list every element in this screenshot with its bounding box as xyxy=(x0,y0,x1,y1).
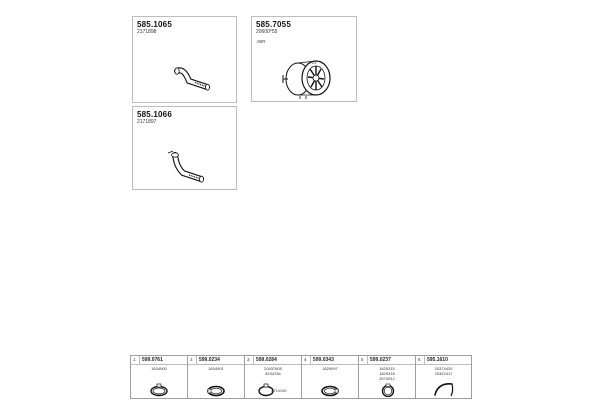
accessory-number: 3 xyxy=(247,357,250,362)
accessory-number: 2 xyxy=(190,357,193,362)
oe-reference: 20600*55 xyxy=(256,29,278,35)
accessory-code: 599.0761 xyxy=(142,357,163,364)
part-card-3[interactable] xyxy=(132,106,237,190)
accessory-cell[interactable] xyxy=(302,356,359,398)
accessory-refs: 1834901 xyxy=(208,366,224,371)
accessory-refs: 20437805 8194784 xyxy=(264,366,282,376)
accessory-code: 599.0234 xyxy=(199,357,220,364)
accessory-cell[interactable] xyxy=(359,356,416,398)
bent-pipe-icon xyxy=(163,147,213,187)
accessory-number: 5 xyxy=(361,357,364,362)
divider xyxy=(139,356,140,364)
clamp-icon xyxy=(257,383,275,397)
part-card-2[interactable] xyxy=(251,16,357,102)
accessory-cell[interactable] xyxy=(416,356,471,398)
accessory-refs: 20374420 20392417 xyxy=(434,366,453,376)
accessory-cell[interactable] xyxy=(131,356,188,398)
clamp-icon xyxy=(149,383,169,397)
muffler-icon xyxy=(280,57,336,99)
accessory-number: 6 xyxy=(418,357,421,362)
accessory-refs: 1829097 xyxy=(322,366,338,371)
accessory-refs: 1829315 1829316 2074912 xyxy=(379,366,395,381)
accessory-code: 599.0343 xyxy=(313,357,334,364)
accessory-refs: 1834900 xyxy=(151,366,167,371)
divider xyxy=(310,356,311,364)
accessory-cell[interactable] xyxy=(188,356,245,398)
divider xyxy=(424,356,425,364)
divider xyxy=(367,356,368,364)
accessory-number: 1 xyxy=(133,357,136,362)
accessory-cell[interactable] xyxy=(245,356,302,398)
oe-reference: 2171897 xyxy=(137,119,157,125)
part-card-1[interactable] xyxy=(132,16,237,103)
divider xyxy=(253,356,254,364)
bent-pipe-icon xyxy=(171,59,221,99)
clamp-band-icon xyxy=(432,380,456,398)
clamp-icon xyxy=(320,383,340,397)
accessory-code: 599.0237 xyxy=(370,357,391,364)
accessory-code: 595.1610 xyxy=(427,357,448,364)
accessory-extra-ref: 4714190 xyxy=(271,388,287,393)
svg-text:2-3: 2-3 xyxy=(312,61,317,65)
accessory-number: 4 xyxy=(304,357,307,362)
part-note: .90R xyxy=(256,39,266,44)
accessory-code: 599.0284 xyxy=(256,357,277,364)
clamp-icon xyxy=(206,383,226,397)
part-number: 585.7055 xyxy=(256,20,291,29)
oe-reference: 2171898 xyxy=(137,29,157,35)
part-number: 585.1065 xyxy=(137,20,172,29)
divider xyxy=(196,356,197,364)
clamp-icon xyxy=(379,383,397,397)
accessories-strip xyxy=(130,355,472,399)
part-number: 585.1066 xyxy=(137,110,172,119)
